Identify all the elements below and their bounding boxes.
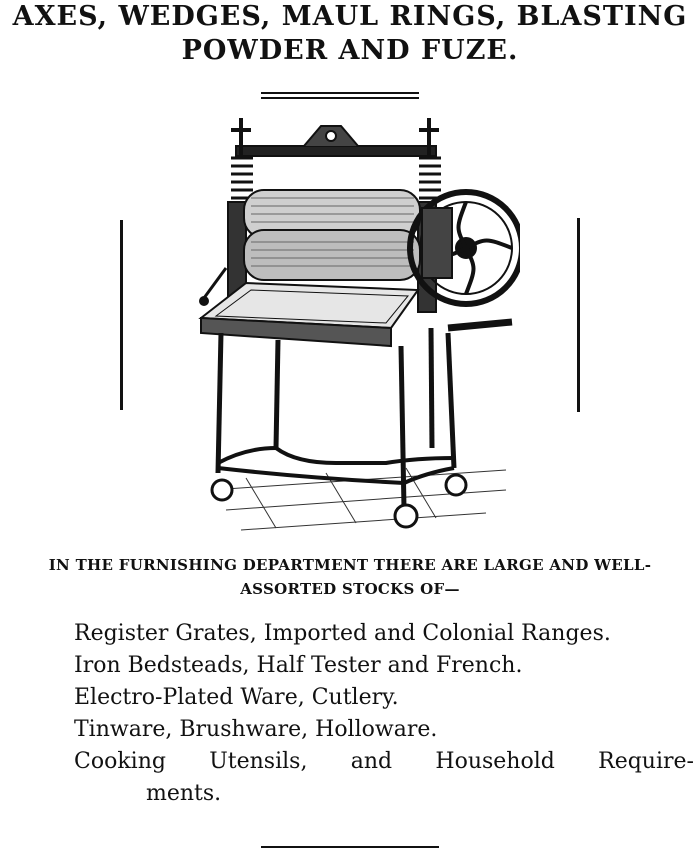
tray	[201, 283, 418, 346]
caption-line-1: IN THE FURNISHING DEPARTMENT THERE ARE LARGE AND WELL-	[48, 556, 652, 574]
stretchers	[218, 448, 454, 483]
word: Cooking	[74, 749, 166, 774]
word: Require-	[598, 749, 694, 774]
stock-list	[74, 618, 700, 810]
top-divider	[261, 92, 419, 94]
top-frame	[231, 118, 439, 158]
heading-line-2: POWDER AND FUZE.	[181, 35, 519, 66]
bottom-divider	[261, 846, 439, 848]
caption-line-2: ASSORTED STOCKS OF—	[240, 580, 460, 598]
word: Utensils,	[209, 749, 308, 774]
list-item-continuation: ments.	[146, 781, 222, 806]
legs	[218, 328, 454, 508]
right-vertical-rule	[577, 218, 580, 412]
heading-line-1: AXES, WEDGES, MAUL RINGS, BLASTING	[12, 1, 688, 32]
left-vertical-rule	[120, 220, 123, 410]
rollers	[244, 190, 420, 280]
word: Household	[435, 749, 555, 774]
word: and	[350, 749, 393, 774]
list-item: Tinware, Brushware, Holloware.	[74, 717, 438, 742]
list-item: Electro-Plated Ware, Cutlery.	[74, 685, 399, 710]
top-divider-double	[261, 97, 419, 99]
list-item: Iron Bedsteads, Half Tester and French.	[74, 653, 523, 678]
list-item: Register Grates, Imported and Colonial Ranges.	[74, 621, 611, 646]
mangle-illustration	[186, 118, 520, 536]
wheels	[212, 475, 466, 527]
list-item-cooking	[74, 746, 694, 778]
